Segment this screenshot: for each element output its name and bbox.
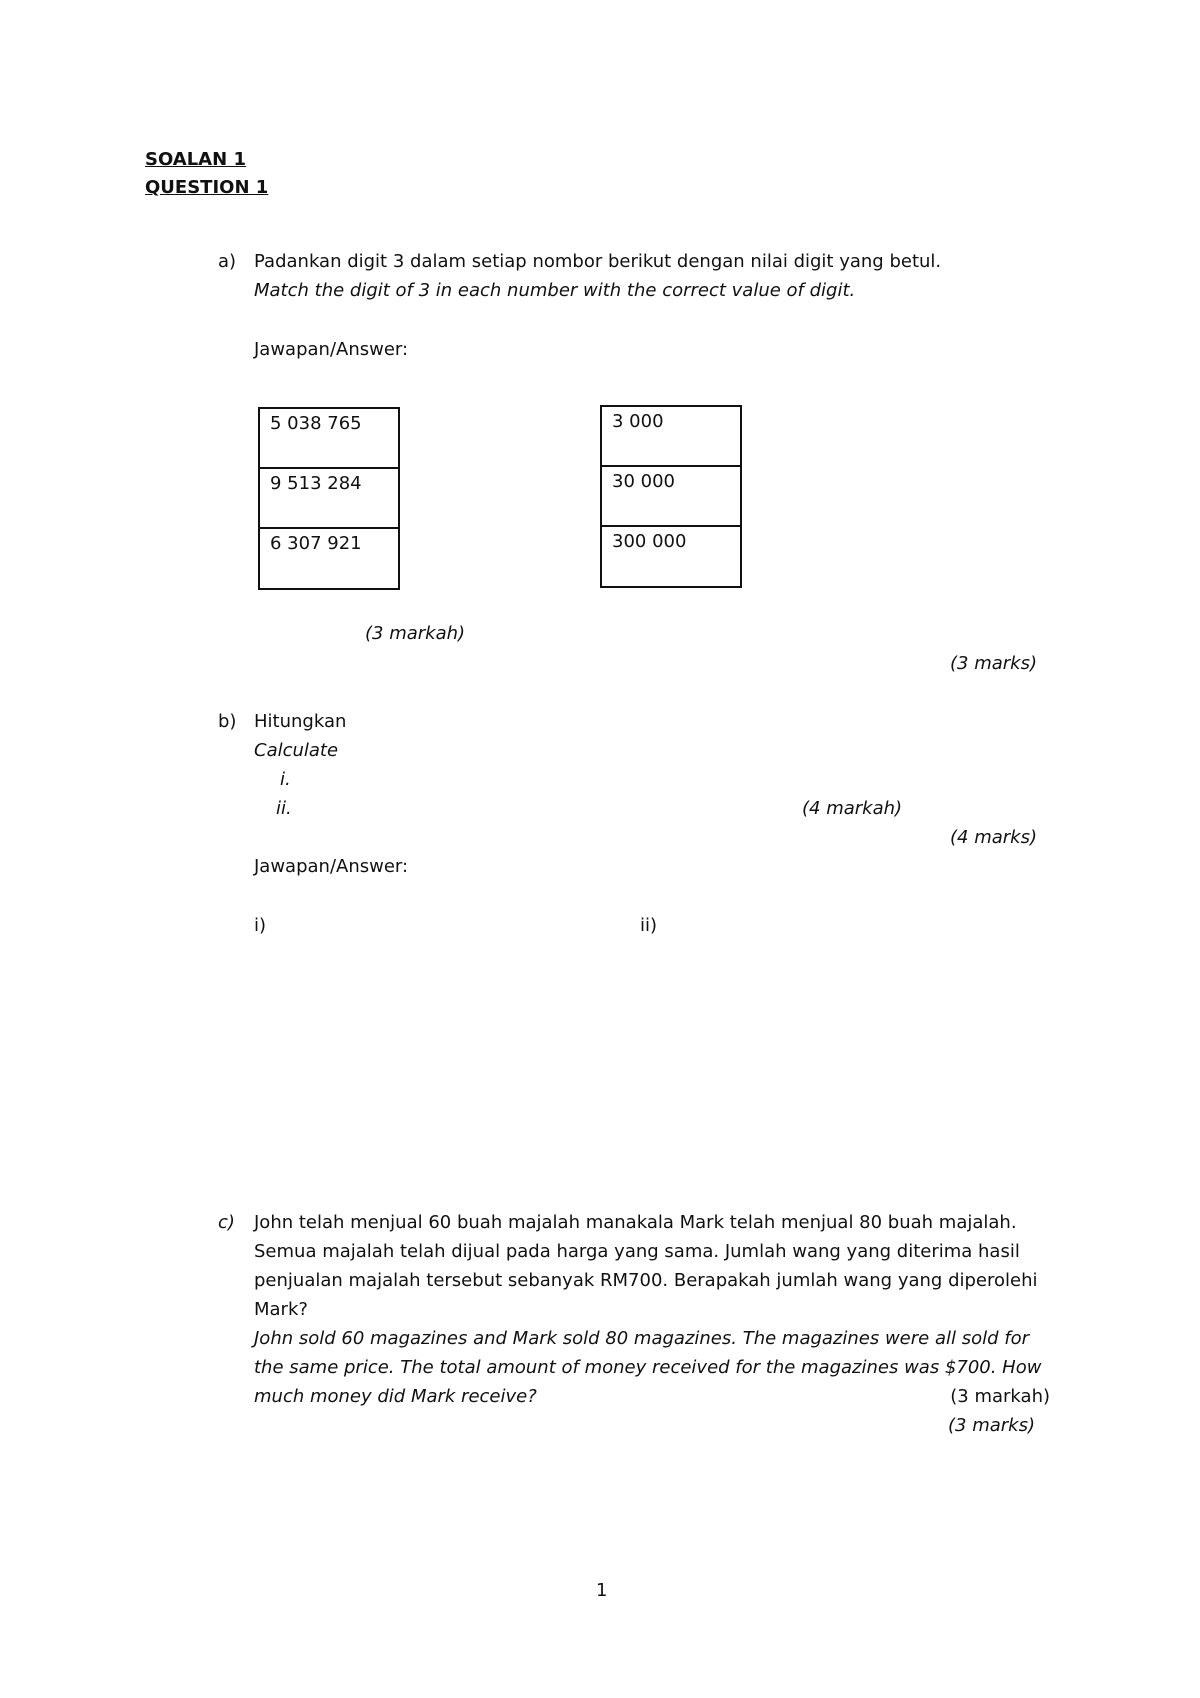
value-cell: 30 000 xyxy=(602,467,740,527)
part-b-answer-label: Jawapan/Answer: xyxy=(254,856,409,877)
part-b-marks: (4 marks) xyxy=(950,827,1037,848)
part-b-label: b) xyxy=(218,711,237,732)
part-b-malay-text: Hitungkan xyxy=(254,711,347,732)
soalan-heading: SOALAN 1 xyxy=(145,149,246,170)
part-c-english-line: John sold 60 magazines and Mark sold 80 magazines. The magazines were all sold for xyxy=(254,1328,1029,1349)
part-a-answer-label: Jawapan/Answer: xyxy=(254,339,409,360)
part-c-malay-line: penjualan majalah tersebut sebanyak RM700. Berapakah jumlah wang yang diperolehi xyxy=(254,1270,1038,1291)
part-a-label: a) xyxy=(218,251,237,272)
part-b-item-ii: ii. xyxy=(276,798,292,819)
part-b-english-text: Calculate xyxy=(254,740,339,761)
part-a-malay-text: Padankan digit 3 dalam setiap nombor berikut dengan nilai digit yang betul. xyxy=(254,251,942,272)
part-a-marks: (3 marks) xyxy=(950,653,1037,674)
part-c-malay-line: Semua majalah telah dijual pada harga yang sama. Jumlah wang yang diterima hasil xyxy=(254,1241,1020,1262)
part-a-markah: (3 markah) xyxy=(365,623,466,644)
values-box xyxy=(600,405,742,588)
part-b-answer-ii: ii) xyxy=(640,915,658,936)
number-cell: 9 513 284 xyxy=(260,469,398,529)
part-b-markah: (4 markah) xyxy=(802,798,903,819)
part-b-item-i: i. xyxy=(280,769,291,790)
numbers-box xyxy=(258,407,400,590)
page-number: 1 xyxy=(596,1580,608,1601)
question-heading: QUESTION 1 xyxy=(145,177,269,198)
part-c-malay-line: Mark? xyxy=(254,1299,308,1320)
value-cell: 300 000 xyxy=(612,531,687,552)
number-cell: 5 038 765 xyxy=(260,409,398,469)
part-c-label: c) xyxy=(218,1212,235,1233)
part-a-english-text: Match the digit of 3 in each number with the correct value of digit. xyxy=(254,280,856,301)
part-c-english-line: the same price. The total amount of money received for the magazines was $700. How xyxy=(254,1357,1042,1378)
part-b-answer-i: i) xyxy=(254,915,267,936)
part-c-marks: (3 marks) xyxy=(948,1415,1035,1436)
part-c-english-line: much money did Mark receive? xyxy=(254,1386,537,1407)
part-c-malay-line: John telah menjual 60 buah majalah manakala Mark telah menjual 80 buah majalah. xyxy=(254,1212,1017,1233)
number-cell: 6 307 921 xyxy=(270,533,362,554)
value-cell: 3 000 xyxy=(602,407,740,467)
part-c-markah: (3 markah) xyxy=(950,1386,1050,1407)
